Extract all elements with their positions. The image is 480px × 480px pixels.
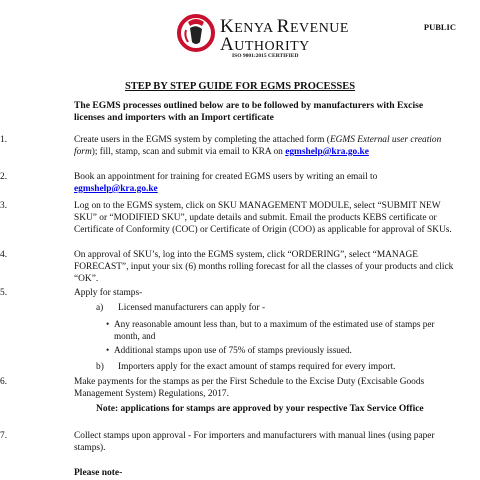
please-note-heading: Please note- [74, 468, 123, 478]
item-number: 2. [0, 172, 8, 182]
list-item: 1. Create users in the EGMS system by completing the attached form (EGMS External user creation form); fill, stamp, scan and submit via email to KRA on egmshelp@kra.go.ke [0, 135, 442, 157]
list-item: 3. Log on to the EGMS system, click on SKU MANAGEMENT MODULE, select “SUBMIT NEW SKU” or “MODIFIED SKU”, update details and submit. Email the products KEBS certificate or Certificate of Conformity (COC) or Certificate of Origin (COO) as applicable for approval of SKUs. [0, 201, 452, 235]
list-item: 7. Collect stamps upon approval - For importers and manufacturers with manual lines (using paper stamps). [0, 431, 435, 453]
item-number: 1. [0, 135, 8, 145]
list-item: 4. On approval of SKU’s, log into the EGMS system, click “ORDERING”, select “MANAGE FORECAST”, input your six (6) months rolling forecast for all the classes of your products and click “OK”. [0, 250, 454, 284]
sub-item-b: b) Importers apply for the exact amount of stamps required for every import. [96, 362, 396, 372]
email-link[interactable]: egmshelp@kra.go.ke [285, 146, 369, 157]
bullet-item: • Additional stamps upon use of 75% of stamps previously issued. [106, 345, 352, 355]
item-number: 5. [0, 288, 8, 298]
document-title: STEP BY STEP GUIDE FOR EGMS PROCESSES [124, 81, 356, 92]
lion-emblem-icon [176, 12, 216, 54]
iso-certification: ISO 9001:2015 CERTIFIED [232, 53, 299, 59]
bullet-item: • Any reasonable amount less than, but to a maximum of the estimated use of stamps per month, and [106, 319, 435, 341]
item-number: 4. [0, 250, 8, 260]
item-number: 3. [0, 201, 8, 211]
item-number: 6. [0, 377, 8, 387]
intro-paragraph: The EGMS processes outlined below are to be followed by manufacturers with Excise licenses and importers with an Import certificate [74, 100, 424, 123]
list-item: 2. Book an appointment for training for created EGMS users by writing an email to egmshelp@kra.go.ke [0, 172, 378, 194]
list-item: 6. Make payments for the stamps as per the First Schedule to the Excise Duty (Excisable Goods Management System) Regulations, 2017. [0, 377, 425, 399]
org-name-line1: KENYA REVENUE [220, 16, 349, 37]
note-paragraph: Note: applications for stamps are approved by your respective Tax Service Office [96, 404, 424, 414]
kra-logo [176, 12, 349, 59]
sub-item-a: a) Licensed manufacturers can apply for - [96, 303, 266, 313]
org-name-line2: AUTHORITY [220, 34, 310, 55]
classification-label: PUBLIC [423, 22, 456, 32]
email-link[interactable]: egmshelp@kra.go.ke [74, 183, 158, 194]
list-item: 5. Apply for stamps- [0, 288, 143, 298]
form-name: EGMS External user creation form [74, 135, 442, 157]
item-number: 7. [0, 431, 8, 441]
